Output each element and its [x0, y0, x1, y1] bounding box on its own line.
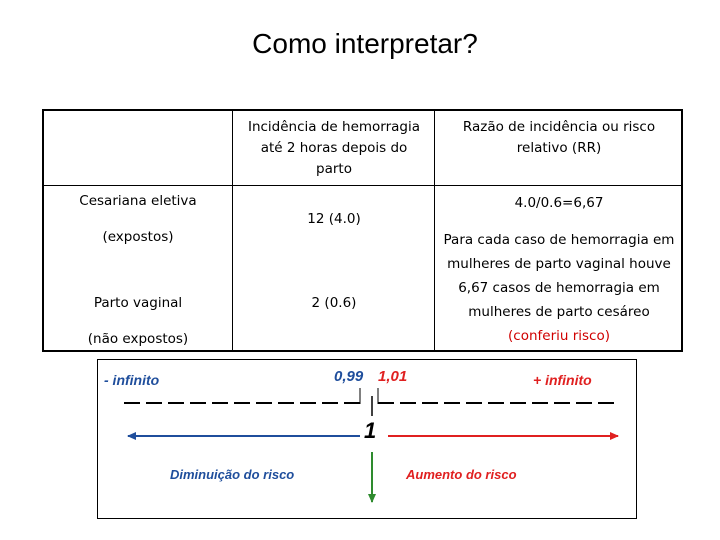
label-101: 1,01	[378, 368, 408, 385]
row2-value: 2 (0.6)	[311, 295, 357, 311]
rr-value: 4.0/0.6=6,67	[514, 195, 604, 211]
interpretation-highlight: (conferiu risco)	[508, 328, 610, 344]
risk-scale-diagram	[97, 359, 637, 519]
row2-sublabel: (não expostos)	[87, 331, 189, 347]
label-decrease-risk: Diminuição do risco	[170, 467, 295, 482]
label-increase-risk: Aumento do risco	[406, 467, 517, 482]
row1-sublabel: (expostos)	[102, 229, 174, 245]
label-center-one: 1	[364, 418, 377, 443]
header-incidence: Incidência de hemorragia até 2 horas depois do parto	[247, 119, 421, 177]
table-divider-2	[434, 111, 435, 350]
header-relative-risk: Razão de incidência ou risco relativo (RR)	[462, 119, 656, 156]
label-099: 0,99	[334, 368, 364, 385]
row2-label: Parto vaginal	[93, 295, 183, 311]
row1-label: Cesariana eletiva	[79, 193, 197, 209]
label-minus-infinity: - infinito	[104, 372, 160, 388]
row1-value: 12 (4.0)	[307, 211, 361, 227]
table-divider-1	[232, 111, 233, 350]
table-header-divider	[44, 185, 681, 186]
interpretation-main: Para cada caso de hemorragia em mulheres de parto vaginal houve 6,67 casos de hemorragia em mulheres de parto cesáreo	[443, 232, 675, 320]
slide-title: Como interpretar?	[252, 28, 478, 59]
label-plus-infinity: + infinito	[533, 372, 592, 388]
interpretation-text	[442, 228, 676, 348]
comparison-table	[42, 109, 683, 352]
